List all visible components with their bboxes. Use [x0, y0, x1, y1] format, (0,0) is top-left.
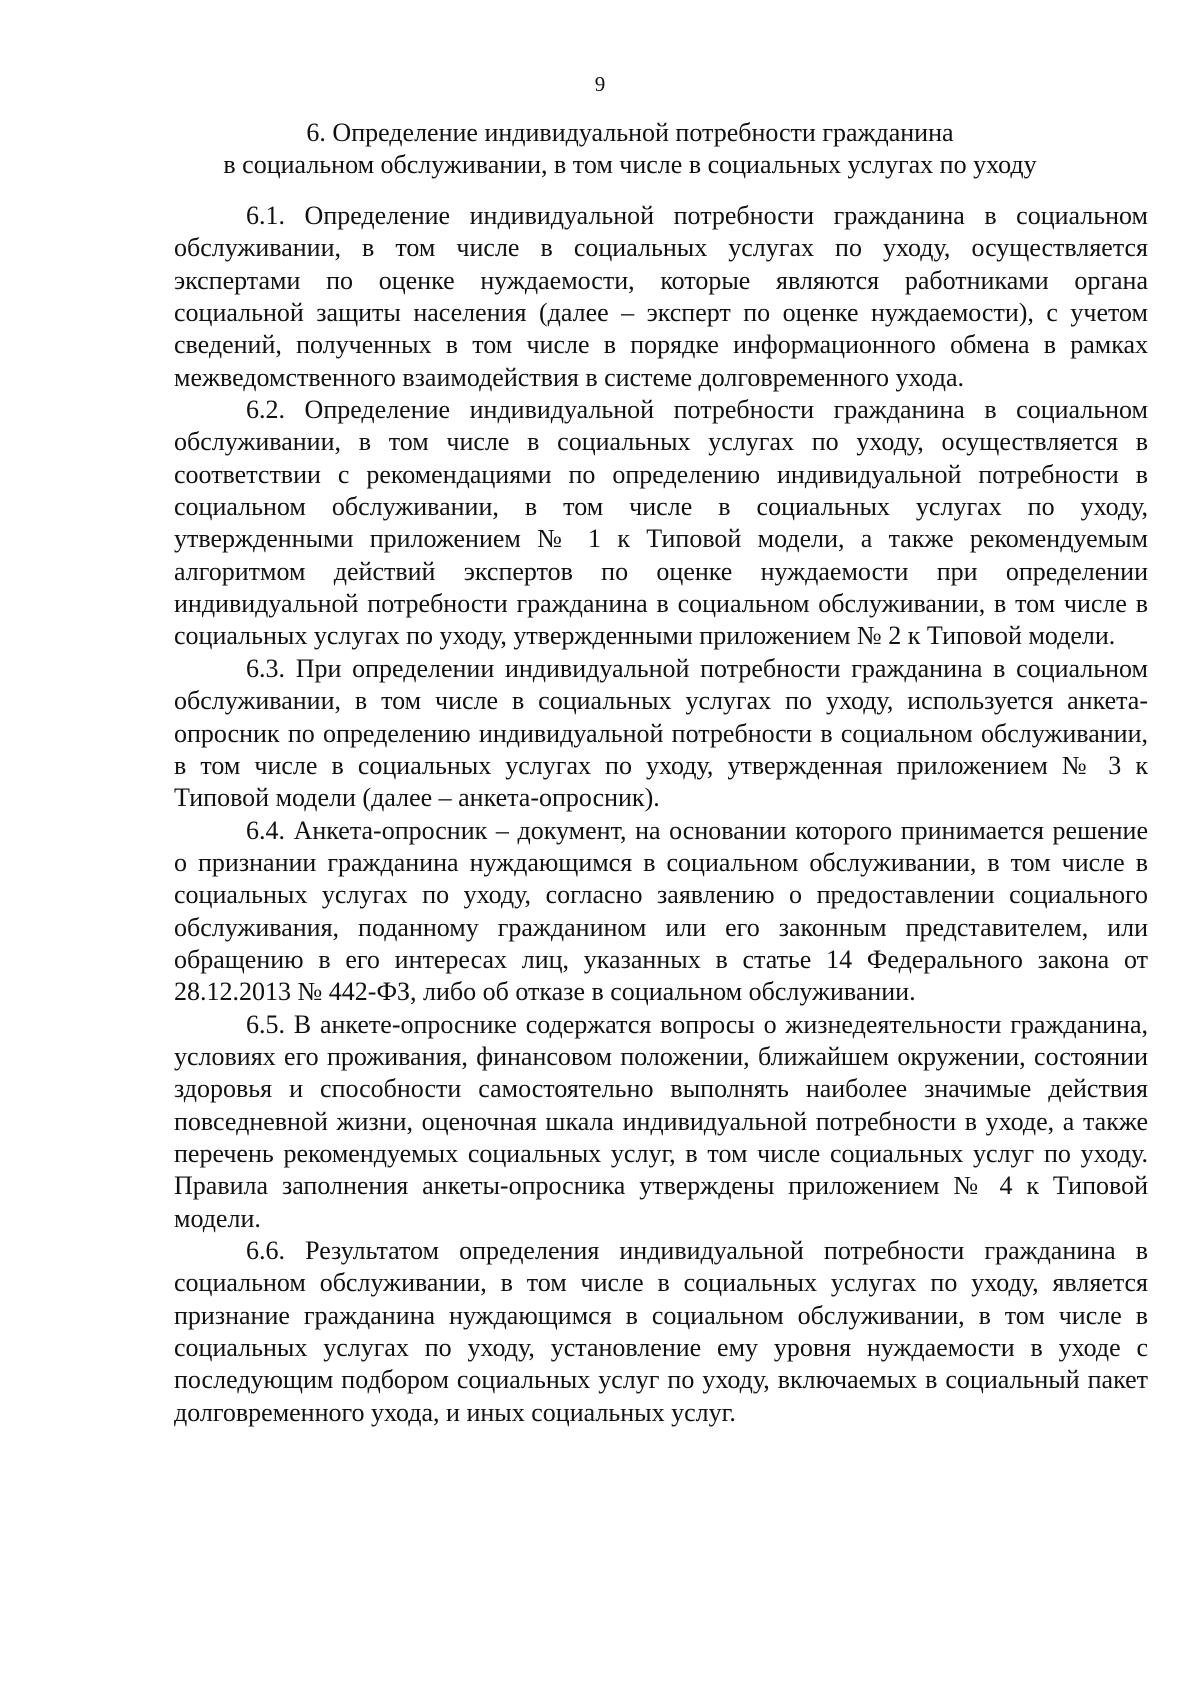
paragraph-6-4: 6.4. Анкета-опросник – документ, на основании которого принимается решение о признании гражданина нуждающимся в социальном обслуживании, в том числе в социальных услугах по уходу, согласно заявлению о предоставлении социального обслуживания, поданному гражданином или его законным представителем, или обращению в его интересах лиц, указанных в статье 14 Федерального закона от 28.12.2013 № 442-ФЗ, либо об отказе в социальном обслуживании. [174, 815, 1148, 1007]
paragraph-6-5: 6.5. В анкете-опроснике содержатся вопросы о жизнедеятельности гражданина, условиях его проживания, финансовом положении, ближайшем окружении, состоянии здоровья и способности самостоятельно выполнять наиболее значимые действия повседневной жизни, оценочная шкала индивидуальной потребности в уходе, а также перечень рекомендуемых социальных услуг, в том числе социальных услуг по уходу. Правила заполнения анкеты-опросника утверждены приложением № 4 к Типовой модели. [174, 1009, 1148, 1233]
paragraph-6-2: 6.2. Определение индивидуальной потребности гражданина в социальном обслуживании, в том числе в социальных услугах по уходу, осуществляется в соответствии с рекомендациями по определению индивидуальной потребности в социальном обслуживании, в том числе в социальных услугах по уходу, утвержденными приложением № 1 к Типовой модели, а также рекомендуемым алгоритмом действий экспертов по оценке нуждаемости при определении индивидуальной потребности гражданина в социальном обслуживании, в том числе в социальных услугах по уходу, утвержденными приложением № 2 к Типовой модели. [174, 395, 1148, 651]
paragraph-6-1: 6.1. Определение индивидуальной потребности гражданина в социальном обслуживании, в том числе в социальных услугах по уходу, осуществляется экспертами по оценке нуждаемости, которые являются работниками органа социальной защиты населения (далее – эксперт по оценке нуждаемости), с учетом сведений, полученных в том числе в порядке информационного обмена в рамках межведомственного взаимодействия в системе долговременного ухода. [174, 201, 1148, 392]
document-body [174, 200, 1148, 1429]
paragraph-6-6: 6.6. Результатом определения индивидуальной потребности гражданина в социальном обслуживании, в том числе в социальных услугах по уходу, является признание гражданина нуждающимся в социальном обслуживании, в том числе в социальных услугах по уходу, установление ему уровня нуждаемости в уходе с последующим подбором социальных услуг по уходу, включаемых в социальный пакет долговременного ухода, и иных социальных услуг. [174, 1236, 1148, 1427]
page-number: 9 [594, 72, 606, 96]
section-heading-line-2: в социальном обслуживании, в том числе в социальных услугах по уходу [223, 150, 1037, 179]
section-heading-line-1: 6. Определение индивидуальной потребности гражданина [306, 118, 954, 147]
section-heading [150, 117, 1110, 181]
paragraph-6-3: 6.3. При определении индивидуальной потребности гражданина в социальном обслуживании, в том числе в социальных услугах по уходу, используется анкета-опросник по определению индивидуальной потребности в социальном обслуживании, в том числе в социальных услугах по уходу, утвержденная приложением № 3 к Типовой модели (далее – анкета-опросник). [174, 653, 1148, 813]
